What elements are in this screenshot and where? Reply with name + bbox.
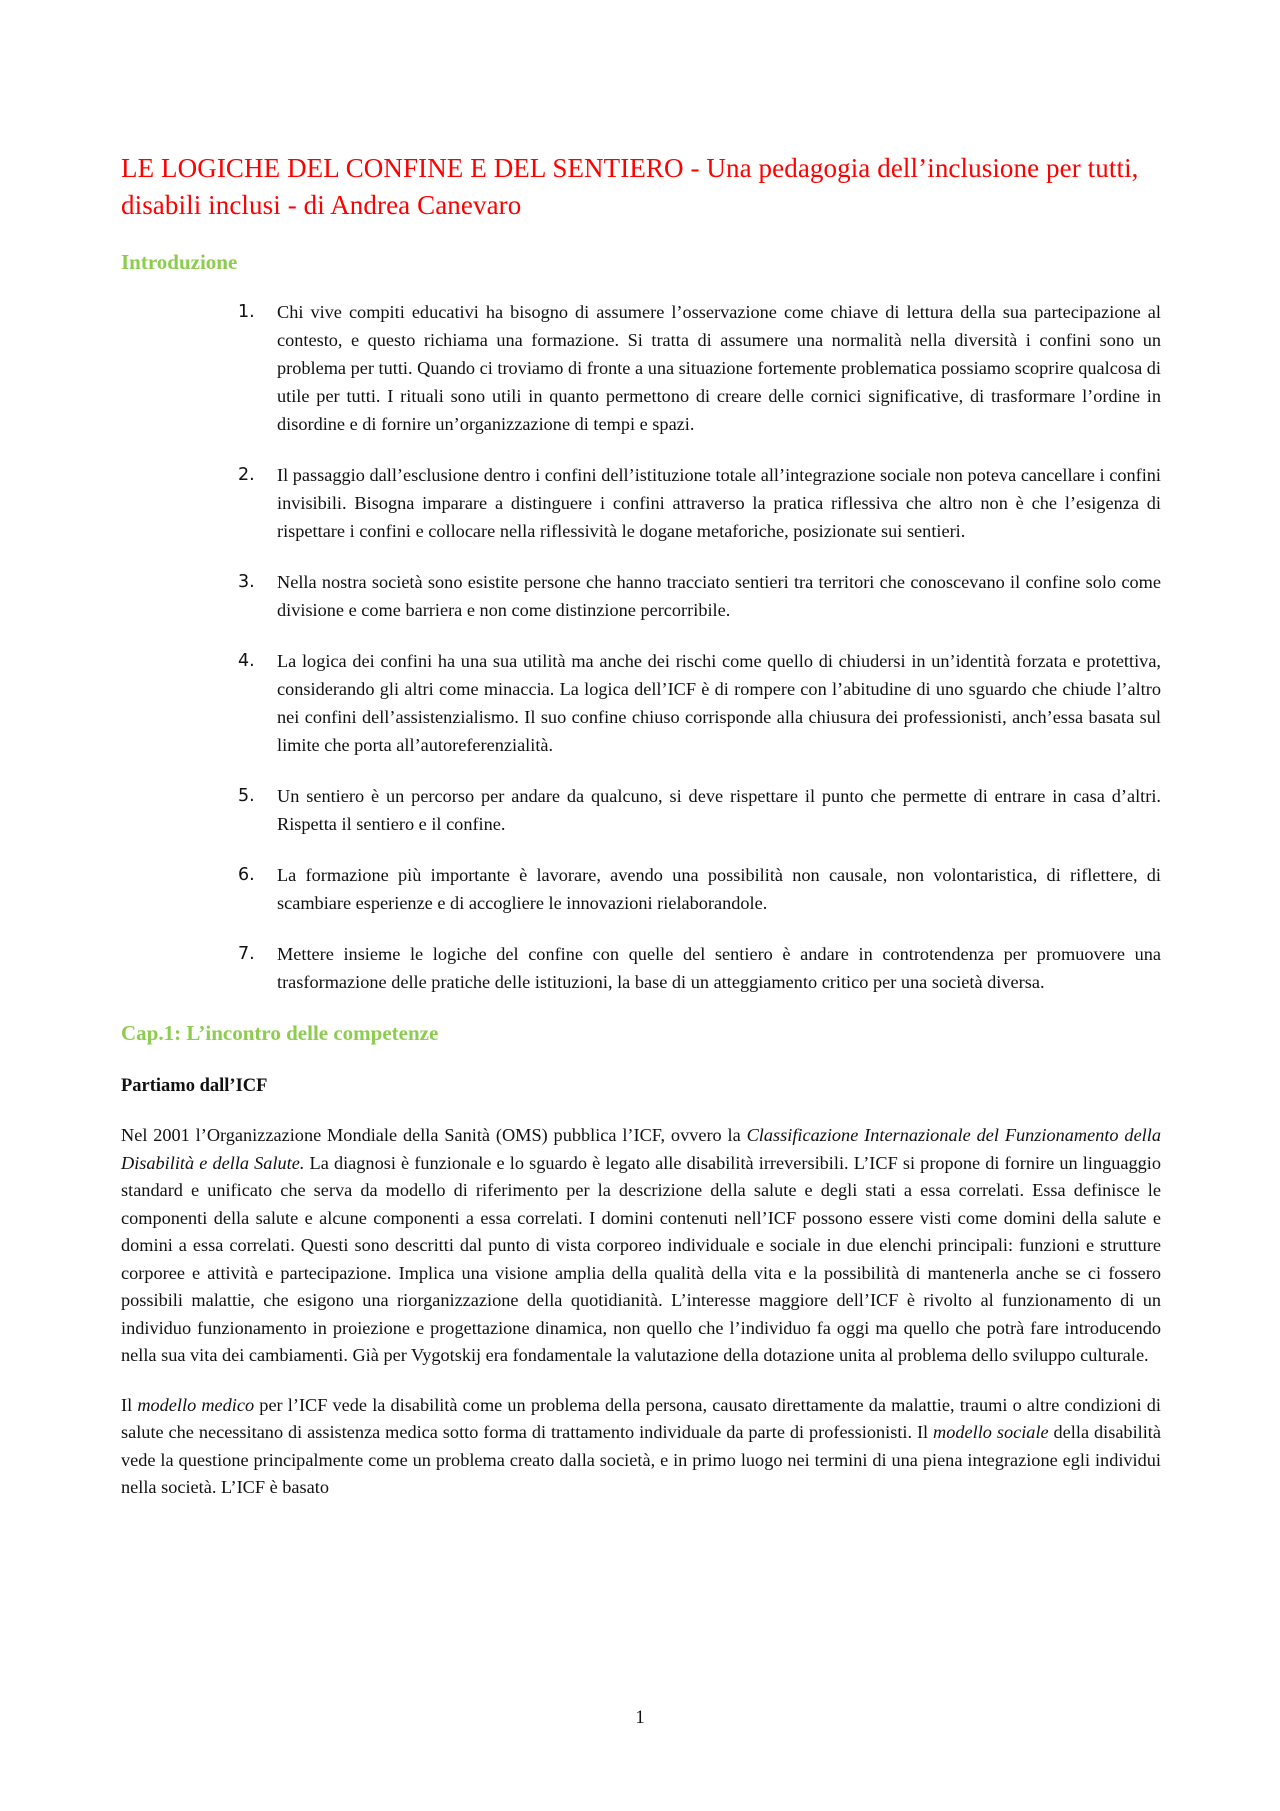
list-item	[121, 940, 1161, 996]
list-item	[121, 568, 1161, 624]
paragraph-text: Nel 2001 l’Organizzazione Mondiale della Sanità (OMS) pubblica l’ICF, ovvero la	[121, 1125, 747, 1145]
paragraph-italic: modello sociale	[933, 1422, 1049, 1442]
page-number: 1	[635, 1708, 645, 1728]
introduction-list	[121, 298, 1161, 996]
introduction-heading: Introduzione	[121, 250, 238, 274]
paragraph-icf-intro	[121, 1122, 1161, 1370]
list-item-number: 1.	[238, 302, 255, 322]
list-item-text: Un sentiero è un percorso per andare da qualcuno, si deve rispettare il punto che permette di entrare in casa d’altri. Rispetta il sentiero e il confine.	[277, 786, 1161, 834]
paragraph-text: della disabilità vede la questione principalmente come un problema creato dalla società, e in primo luogo nei termini di una piena integrazione egli individui nella società. L’ICF è basato	[121, 1422, 1161, 1497]
paragraph-italic: modello medico	[137, 1394, 255, 1415]
list-item-number: 7.	[238, 944, 255, 964]
paragraph-text: per l’ICF vede la disabilità come un problema della persona, causato direttamente da malattie, traumi o altre condizioni di salute che necessitano di assistenza medica sotto forma di trattamento individuale da parte di professionisti. Il	[121, 1394, 1161, 1442]
chapter-heading: Cap.1: L’incontro delle competenze	[121, 1021, 439, 1045]
list-item	[121, 298, 1161, 438]
list-item	[121, 861, 1161, 917]
paragraph-italic: Classificazione Internazionale del Funzionamento della Disabilità e della Salute.	[121, 1125, 1161, 1173]
list-item-text: Il passaggio dall’esclusione dentro i confini dell’istituzione totale all’integrazione sociale non poteva cancellare i confini invisibili. Bisogna imparare a distinguere i confini attraverso la pratica riflessiva che altro non è che l’esigenza di rispettare i confini e collocare nella riflessività le dogane metaforiche, posizionate sui sentieri.	[277, 465, 1161, 541]
list-item-number: 4.	[238, 651, 255, 671]
list-item	[121, 647, 1161, 759]
list-item-number: 5.	[238, 786, 255, 806]
list-item-text: Nella nostra società sono esistite persone che hanno tracciato sentieri tra territori che conoscevano il confine solo come divisione e come barriera e non come distinzione percorribile.	[277, 572, 1161, 620]
document-page	[121, 150, 1161, 1502]
list-item-text: Mettere insieme le logiche del confine con quelle del sentiero è andare in controtendenza per promuovere una trasformazione delle pratiche delle istituzioni, la base di un atteggiamento critico per una società diversa.	[277, 944, 1161, 992]
list-item-text: La logica dei confini ha una sua utilità ma anche dei rischi come quello di chiudersi in un’identità forzata e protettiva, considerando gli altri come minaccia. La logica dell’ICF è di rompere con l’abitudine di uno sguardo che chiude l’altro nei confini dell’assistenzialismo. Il suo confine chiuso corrisponde alla chiusura dei professionisti, anch’essa basata sul limite che porta all’autoreferenzialità.	[277, 651, 1161, 755]
list-item	[121, 461, 1161, 545]
list-item-number: 3.	[238, 572, 255, 592]
list-item-number: 6.	[238, 865, 255, 885]
paragraph-text: Il	[121, 1394, 138, 1415]
list-item-text: Chi vive compiti educativi ha bisogno di assumere l’osservazione come chiave di lettura della sua partecipazione al contesto, e questo richiama una formazione. Si tratta di assumere una normalità nella diversità i confini sono un problema per tutti. Quando ci troviamo di fronte a una situazione fortemente problematica possiamo scoprire qualcosa di utile per tutti. I rituali sono utili in quanto permettono di creare delle cornici significative, di trasformare l’ordine in disordine e di fornire un’organizzazione di tempi e spazi.	[277, 302, 1161, 434]
paragraph-models	[121, 1392, 1161, 1502]
document-title: LE LOGICHE DEL CONFINE E DEL SENTIERO - Una pedagogia dell’inclusione per tutti, disabili inclusi - di Andrea Canevaro	[121, 153, 1139, 220]
list-item	[121, 782, 1161, 838]
list-item-text: La formazione più importante è lavorare, avendo una possibilità non causale, non volontaristica, di riflettere, di scambiare esperienze e di accogliere le innovazioni rielaborandole.	[277, 865, 1161, 913]
paragraph-text: La diagnosi è funzionale e lo sguardo è legato alle disabilità irreversibili. L’ICF si propone di fornire un linguaggio standard e unificato che serva da modello di riferimento per la descrizione della salute e degli stati a essa correlati. Essa definisce le componenti della salute e alcune componenti a essa correlati. I domini contenuti nell’ICF possono essere visti come domini della salute e domini a essa correlati. Questi sono descritti dal punto di vista corporeo individuale e sociale in due elenchi principali: funzioni e strutture corporee e attività e partecipazione. Implica una visione amplia della qualità della vita e la possibilità di mantenerla anche se ci fossero possibili malattie, che esigono una riorganizzazione della quotidianità. L’interesse maggiore dell’ICF è rivolto al funzionamento di un individuo funzionamento in proiezione e progettazione dinamica, non quello che l’individuo fa oggi ma quello che potrà fare introducendo nella sua vita dei cambiamenti. Già per Vygotskij era fondamentale la valutazione della dotazione unita al problema dello sviluppo culturale.	[121, 1152, 1161, 1365]
list-item-number: 2.	[238, 465, 255, 485]
sub-heading: Partiamo dall’ICF	[121, 1076, 268, 1096]
